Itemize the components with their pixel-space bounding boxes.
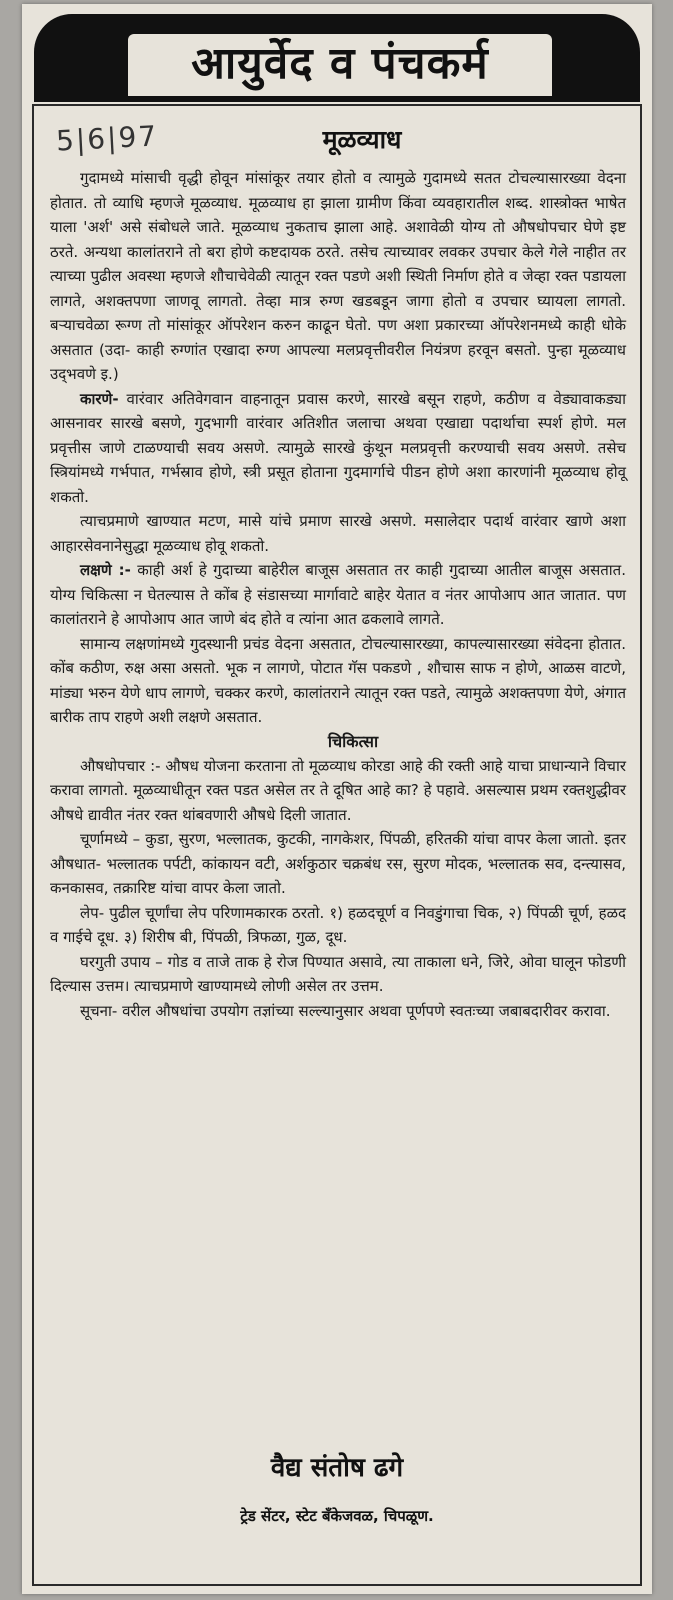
home-remedy-text: गोड व ताजे ताक हे रोज पिण्यात असावे, त्या ताकाला धने, जिरे, ओवा घालून फोडणी दिल्यास उत्तम। त्याचप्रमाणे खाण्यामध्ये लोणी असेल तर उत्तम. <box>50 952 626 995</box>
paste-paragraph <box>50 901 626 950</box>
author-address: ट्रेड सेंटर, स्टेट बँकेजवळ, चिपळूण. <box>240 1507 434 1525</box>
intro-paragraph: गुदामध्ये मांसाची वृद्धी होवून मांसांकूर तयार होतो व त्यामुळे गुदामध्ये सतत टोचल्यासारख्या वेदना होतात. तो व्याधि म्हणजे मूळव्याध. मूळव्याध हा झाला ग्रामीण किंवा व्यवहारातील शब्द. शास्त्रोक्त भाषेत याला 'अर्श' असे संबोधले जाते. मूळव्याध नुकताच झाला आहे. अशावेळी योग्य तो औषधोपचार घेणे इष्ट ठरते. अन्यथा कालांतराने तो बरा होणे कष्टदायक ठरते. तसेच त्याच्यावर लवकर उपचार केले गेले नाहीत तर त्याच्या पुढील अवस्था म्हणजे शौचाचेवेळी त्यातून रक्त पडणे अशी स्थिती निर्माण होते व जेव्हा रक्त पडायला लागते, अशक्तपणा जाणवू लागतो. तेव्हा मात्र रुग्ण खडबडून जागा होतो व उपचार घ्यायला लागतो. बऱ्याचवेळा रूग्ण तो मांसांकूर ऑपरेशन करुन काढून घेतो. पण अशा प्रकारच्या ऑपरेशनमध्ये काही धोके असतात (उदा- काही रुग्णांत एखादा रुग्ण आपल्या मलप्रवृत्तीवरील नियंत्रण हरवून बसतो. पुन्हा मूळव्याध उद्‌भवणे इ.) <box>50 169 626 383</box>
note-text: वरील औषधांचा उपयोग तज्ञांच्या सल्ल्यानुसार अथवा पूर्णपणे स्वतःच्या जबाबदारीवर करावा. <box>117 1001 611 1020</box>
author-name: वैद्य संतोष ढगे <box>270 1453 404 1483</box>
medication-paragraph <box>50 754 626 828</box>
medication-label: औषधोपचार :- <box>80 756 161 775</box>
paste-label: लेप- <box>80 903 105 922</box>
column-banner <box>34 14 640 102</box>
powders-text: कुडा, सुरण, भल्लातक, कुटकी, नागकेशर, पिंपळी, हरितकी यांचा वापर केला जातो. इतर औषधात- भल्लातक पर्पटी, कांकायन वटी, अर्शकुठार चक्रबंध रस, सुरण मोदक, भल्लातक सव, दन्त्यासव, कनकासव, तक्रारिष्ट यांचा वापर केला जातो. <box>50 830 626 897</box>
general-symptoms-paragraph: सामान्य लक्षणांमध्ये गुदस्थानी प्रचंड वेदना असतात, टोचल्यासारख्या, कापल्यासारख्या संवेदना होतात. कोंब कठीण, रुक्ष असा असतो. भूक न लागणे, पोटात गॅस पकडणे , शौचास साफ न होणे, आळस वाटणे, मांड्या भरुन येणे धाप लागणे, चक्कर करणे, कालांतराने त्यातून रक्त पडते, त्यामुळे अशक्तपणा येणे, अंगात बारीक ताप राहणे अशी लक्षणे असतात. <box>50 634 626 726</box>
note-label: सूचना- <box>80 1001 118 1020</box>
powders-label: चूर्णामध्ये – <box>80 830 141 848</box>
treatment-heading: चिकित्सा <box>327 731 379 751</box>
article-body <box>50 166 626 1023</box>
causes-text: वारंवार अतिवेगवान वाहनातून प्रवास करणे, सारखे बसून राहणे, कठीण व वेड्यावाकड्या आसनावर सारखे बसणे, गुदभागी वारंवार अतिशीत जलाचा अथवा एखाद्या पदार्थाचा स्पर्श होणे. मल प्रवृत्तीस जाणे टाळण्याची सवय असणे. त्यामुळे सारखे कुंथून मलप्रवृत्ती करण्याची सवय असणे. तसेच स्त्रियांमध्ये गर्भपात, गर्भस्राव होणे, स्त्री प्रसूत होताना गुदमार्गाचे पीडन होणे अशा कारणांनी मूळव्याध होवू शकतो. <box>50 389 626 506</box>
powders-paragraph <box>50 827 626 901</box>
symptoms-text: काही अर्श हे गुदाच्या बाहेरील बाजूस असतात तर काही गुदाच्या आतील बाजूस असतात. योग्य चिकित्सा न घेतल्यास ते कोंब हे संडासच्या मार्गावाटे बाहेर येतात व नंतर आपोआप आत जातात. पण कालांतराने हे आपोआप आत जाणे बंद होते व त्यांना आत ढकलावे लागते. <box>50 561 626 628</box>
paste-text: पुढील चूर्णांचा लेप परिणामकारक ठरतो. १) हळदचूर्ण व निवडुंगाचा चिक, २) पिंपळी चूर्ण, हळद व गाईचे दूध. ३) शिरीष बी, पिंपळी, त्रिफळा, गुळ, दूध. <box>50 903 626 946</box>
causes-label: कारणे- <box>80 389 119 408</box>
column-banner-inner <box>128 34 552 96</box>
diet-paragraph: त्याचप्रमाणे खाण्यात मटण, मासे यांचे प्रमाण सारखे असणे. मसालेदार पदार्थ वारंवार खाणे अशा आहारसेवनानेसुद्धा मूळव्याध होवू शकतो. <box>50 512 626 555</box>
symptoms-label: लक्षणे :- <box>80 561 131 579</box>
handwritten-date: 5|6|97 <box>55 119 159 158</box>
newspaper-clipping <box>22 4 652 1594</box>
home-remedy-label: घरगुती उपाय – <box>80 952 163 971</box>
article-title: मूळव्याध <box>322 125 402 154</box>
note-paragraph <box>50 999 626 1024</box>
causes-paragraph <box>50 387 626 510</box>
medication-text: औषध योजना करताना तो मूळव्याध कोरडा आहे की रक्ती आहे याचा प्राधान्याने विचार करावा लागतो. मूळव्याधीतून रक्त पडत असेल तर ते दूषित आहे का? हे पहावे. असल्यास प्रथम रक्तशुद्धीवर औषधे द्यावीत नंतर रक्त थांबवणारी औषधे दिली जातात. <box>50 756 626 824</box>
column-title: आयुर्वेद व पंचकर्म <box>191 38 489 89</box>
home-remedy-paragraph <box>50 950 626 999</box>
symptoms-paragraph <box>50 558 626 632</box>
